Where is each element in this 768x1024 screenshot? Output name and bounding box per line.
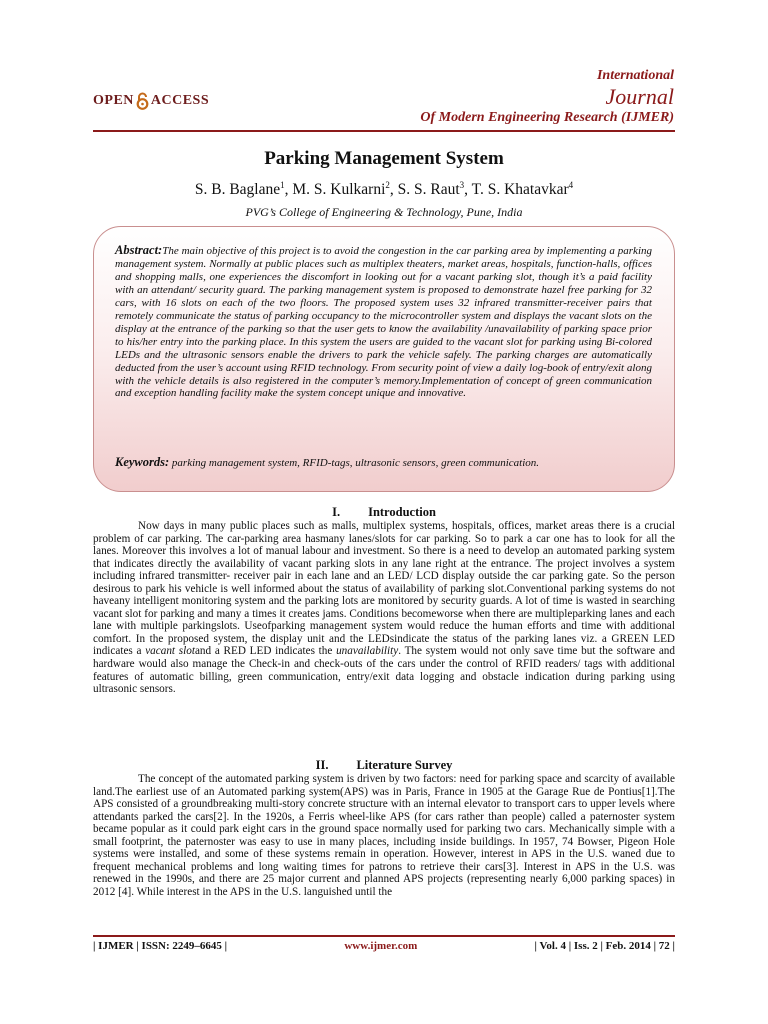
- literature-paragraph: The concept of the automated parking system is driven by two factors: need for parking space and scarcity of available land.The earliest use of an Automated parking system(APS) was in Paris, France in 1905 at the Garage Rue de Pontius[1].The APS consisted of a groundbreaking multi-story concrete structure with an internal elevator to transport cars to upper levels where attendants parked the cars[2]. In the 1920s, a Ferris wheel-like APS (for cars rather than people) called a paternoster system became popular as it could park eight cars in the ground space normally used for parking two cars. Mechanically simple with a small footprint, the paternoster was easy to use in many places, including inside buildings. In 1957, 74 Bowser, Pigeon Hole systems were installed, and some of these systems remain in operation. However, interest in APS in the U.S. waned due to frequent mechanical problems and long waiting times for patrons to retrieve their cars[3]. Interest in APS in the U.S. was renewed in the 1990s, and there are 25 major current and planned APS projects (representing nearly 6,000 parking spaces) in 2012 [4]. While interest in the APS in the U.S. languished until the: [93, 773, 675, 898]
- author-name: S. S. Raut: [397, 181, 460, 199]
- intro-text-2: and a RED LED indicates the: [194, 645, 337, 658]
- keywords-label: Keywords:: [115, 455, 170, 469]
- intro-text-unavailability: unavailability: [336, 645, 399, 658]
- introduction-paragraph: [93, 520, 675, 696]
- journal-name: Of Modern Engineering Research (IJMER): [420, 110, 674, 125]
- page-footer: [93, 940, 675, 952]
- keywords: [115, 455, 652, 470]
- introduction-body: [93, 520, 675, 696]
- section-title: Introduction: [368, 505, 436, 519]
- open-lock-icon: [136, 92, 149, 110]
- open-access-right: ACCESS: [150, 93, 210, 108]
- author-name: T. S. Khatavkar: [471, 181, 569, 199]
- author-sup: 3: [459, 180, 465, 190]
- author-sup: 4: [568, 180, 574, 190]
- section-heading-introduction: [0, 505, 768, 520]
- keywords-text: parking management system, RFID-tags, ultrasonic sensors, green communication.: [171, 457, 540, 469]
- abstract-label: Abstract:: [115, 243, 163, 257]
- affiliation: PVG’s College of Engineering & Technology, Pune, India: [245, 205, 523, 219]
- section-number: I.: [332, 505, 341, 519]
- abstract-text: The main objective of this project is to avoid the congestion in the car parking area by implementing a parking management system. Normally at public places such as multiplex theaters, market areas, hospitals, function-halls, offices and shopping malls, one experiences the discomfort in looking out for a vacant parking slot, though it’s a paid facility with an attendant/ security guard. The parking management system is proposed to demonstrate hazel free parking for 32 cars, with 16 slots on each of the two floors. The proposed system uses 32 infrared transmitter-receiver pairs that remotely communicate the status of parking occupancy to the microcontroller system and displays the vacant slots on the display at the entrance of the parking so that the user gets to know the availability /unavailability of parking space prior to his/her entry into the parking place. In this system the users are guided to the vacant slot for parking using Bi-colored LEDs and the ultrasonic sensors enable the drivers to park the vehicle safely. The parking charges are automatically deducted from the user’s account using RFID technology. From security point of view a daily log-book of entry/exit along with the vehicle details is also registered in the computer’s memory.Implementation of concept of green communication and exception handling facility make the system concept unique and innovative.: [115, 245, 652, 400]
- open-access-logo: [93, 92, 209, 110]
- author-sup: 2: [385, 180, 390, 190]
- open-access-left: OPEN: [93, 93, 134, 108]
- footer-volume: | Vol. 4 | Iss. 2 | Feb. 2014 | 72 |: [534, 940, 675, 952]
- footer-website-link[interactable]: www.ijmer.com: [344, 940, 418, 952]
- literature-survey-body: [93, 773, 675, 898]
- section-number: II.: [315, 758, 329, 772]
- section-title: Literature Survey: [356, 758, 453, 772]
- intro-text-1: Now days in many public places such as malls, multiplex systems, hospitals, offices, market areas there is a crucial problem of car parking. The car-parking area hasmany lanes/slots for car parking. So to park a car one has to look for all the lanes. Moreover this involves a lot of manual labour and investment. So there is a need to develop an automated parking system that indicates directly the availability of vacant parking slots in any lane right at the entrance. The project involves a system including infrared transmitter- receiver pair in each lane and an LED/ LCD display outside the car parking gate. So the person desirous to park his vehicle is well informed about the status of availability of parking slot.Conventional parking systems do not haveany intelligent monitoring system and the parking lots are monitored by security guards. A lot of time is wasted in searching vacant slot for parking and many a times it creates jams. Conditions becomeworse when there are multipleparking lanes and each lane with multiple parkingslots. Useofparking management system would reduce the human efforts and time with additional comfort. In the proposed system, the display unit and the LEDsindicate the status of the parking lanes viz. a GREEN LED indicates a: [93, 520, 675, 658]
- author-sup: 1: [280, 180, 285, 190]
- footer-issn: | IJMER | ISSN: 2249–6645 |: [93, 940, 228, 952]
- author-name: M. S. Kulkarni: [292, 181, 386, 199]
- intro-text-3: . The system would not only save time but the software and hardware would also manage the Check-in and check-outs of the cars under the control of RFID readers/ tags with additional features of automatic billing, green communication, entry/exit data logging and obstacle indication during parking using ultrasonic sensors.: [93, 645, 675, 696]
- author-list: S. B. Baglane$^1$, M. S. Kulkarni$^2$, S. S. Raut$^3$, T. S. Khatavkar$^4$: [194, 180, 574, 199]
- footer-rule: [93, 935, 675, 937]
- intro-text-vacant-slot: vacant slot: [145, 645, 195, 658]
- header-rule: [93, 130, 675, 132]
- journal-label-journal: Journal: [605, 84, 674, 109]
- section-heading-literature-survey: [0, 758, 768, 773]
- author-name: S. B. Baglane: [194, 181, 281, 199]
- abstract: [115, 244, 652, 400]
- journal-label-international: International: [596, 68, 674, 83]
- paper-title: Parking Management System: [264, 148, 504, 169]
